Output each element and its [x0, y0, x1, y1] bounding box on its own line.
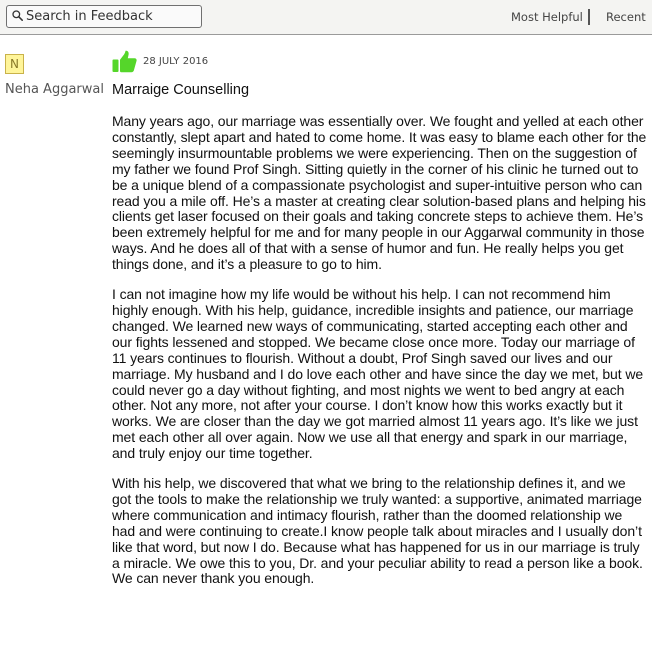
review-paragraph: I can not imagine how my life would be without his help. I can not recommend him highly enough. With his help, guidance, incredible insights and patience, our marriage changed. We learned new ways of communicating, started accepting each other and our fights lessened and stopped. We became close once more. Today our marriage of 11 years continues to flourish. Without a doubt, Prof Singh saved our lives and our marriage. My husband and I do love each other and have since the day we met, but we could never go a day without fighting, and most nights we went to bed angry at each other. Not any more, not after your course. I don’t know how this works exactly but it works. We are closer than the day we got married almost 11 years ago. It’s like we just met each other all over again. Now we use all that energy and spark in our marriage, and truly enjoy our time together. — [112, 286, 644, 462]
review-paragraph: With his help, we discovered that what we bring to the relationship defines it, and we got the tools to make the relationship we truly wanted: a supportive, animated marriage where communication and intimacy flourish, rather than the doomed relationship we had and were continuing to create.I know people talk about miracles and I usually don’t like that word, but now I do. Because what has happened for us in our marriage is truly a miracle. We owe this to you, Dr. and your peculiar ability to read a person like a book. We can never thank you enough. — [112, 475, 643, 587]
feedback-toolbar — [0, 0, 652, 35]
review-paragraph: Many years ago, our marriage was essentially over. We fought and yelled at each other constantly, slept apart and hated to come home. It was easy to blame each other for the seemingly insurmountable problems we were experiencing. Then on the suggestion of my father we found Prof Singh. Sitting quietly in the corner of his clinic he turned out to be a unique blend of a compassionate psychologist and super-intuitive person who can read you a mile off. He’s a master at creating clear solution-based plans and helping his clients get laser focused on their goals and taking concrete steps to achieve them. He’s been extremely helpful for me and for many people in our Aggarwal community in those ways. And he does all of that with a sense of humor and fun. He really helps you get things done, and it’s a pleasure to go to him. — [112, 113, 647, 273]
review-title: Marraige Counselling — [112, 82, 250, 98]
thumbs-up-icon — [112, 50, 137, 73]
search-icon — [12, 10, 23, 21]
author-name: Neha Aggarwal — [5, 82, 104, 97]
search-input[interactable] — [26, 7, 196, 26]
sort-most-helpful-link[interactable]: Most Helpful — [511, 10, 583, 24]
avatar: N — [5, 54, 24, 74]
search-box[interactable] — [6, 5, 202, 28]
review-date: 28 JULY 2016 — [143, 56, 209, 67]
sort-recent-link[interactable]: Recent — [606, 10, 646, 24]
review-body — [112, 114, 648, 601]
sort-divider — [588, 9, 590, 25]
